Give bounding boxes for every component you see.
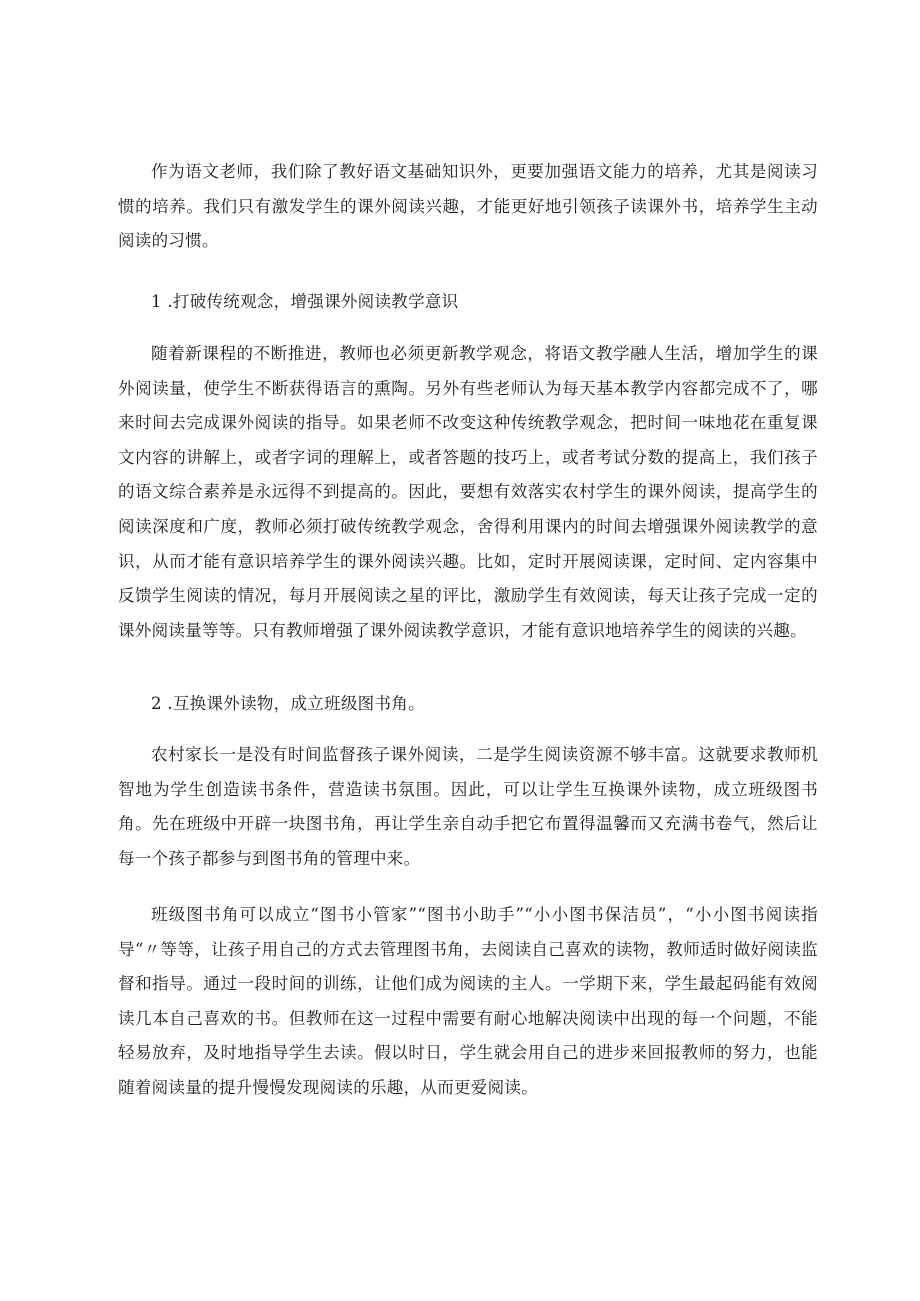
- section-heading-1: 1 .打破传统观念，增强课外阅读教学意识: [151, 292, 459, 311]
- paragraph-section-2b: 班级图书角可以成立“图书小管家”“图书小助手”“小小图书保洁员”，“小小图书阅读指导“〃等等，让孩子用自己的方式去管理图书角，去阅读自己喜欢的读物，教师适时做好阅读监督和指导。通过一段时间的训练，让他们成为阅读的主人。一学期下来，学生最起码能有效阅读几本自己喜欢的书。但教师在这一过程中需要有耐心地解决阅读中出现的每一个问题，不能轻易放弃，及时地指导学生去读。假以时日，学生就会用自己的进步来回报教师的努力，也能随着阅读量的提升慢慢发现阅读的乐趣，从而更爱阅读。: [118, 905, 818, 1097]
- section-heading-2: 2 .互换课外读物，成立班级图书角。: [151, 694, 425, 713]
- paragraph-intro: 作为语文老师，我们除了教好语文基础知识外，更要加强语文能力的培养，尤其是阅读习惯的培养。我们只有激发学生的课外阅读兴趣，才能更好地引领孩子读课外书，培养学生主动阅读的习惯。: [118, 162, 818, 251]
- paragraph-section-1: 随着新课程的不断推进，教师也必须更新教学观念，将语文教学融人生活，增加学生的课外阅读量，使学生不断获得语言的熏陶。另外有些老师认为每天基本教学内容都完成不了，哪来时间去完成课外阅读的指导。如果老师不改变这种传统教学观念，把时间一味地花在重复课文内容的讲解上，或者字词的理解上，或者答题的技巧上，或者考试分数的提高上，我们孩子的语文综合素养是永远得不到提高的。因此，要想有效落实农村学生的课外阅读，提高学生的阅读深度和广度，教师必须打破传统教学观念，舍得利用课内的时间去增强课外阅读教学的意识，从而才能有意识培养学生的课外阅读兴趣。比如，定时开展阅读课，定时间、定内容集中反馈学生阅读的情况，每月开展阅读之星的评比，激励学生有效阅读，每天让孩子完成一定的课外阅读量等等。只有教师增强了课外阅读教学意识，才能有意识地培养学生的阅读的兴趣。: [118, 344, 818, 640]
- paragraph-section-2a: 农村家长一是没有时间监督孩子课外阅读，二是学生阅读资源不够丰富。这就要求教师机智地为学生创造读书条件，营造读书氛围。因此，可以让学生互换课外读物，成立班级图书角。先在班级中开辟一块图书角，再让学生亲自动手把它布置得温馨而又充满书卷气，然后让每一个孩子都参与到图书角的管理中来。: [118, 745, 818, 868]
